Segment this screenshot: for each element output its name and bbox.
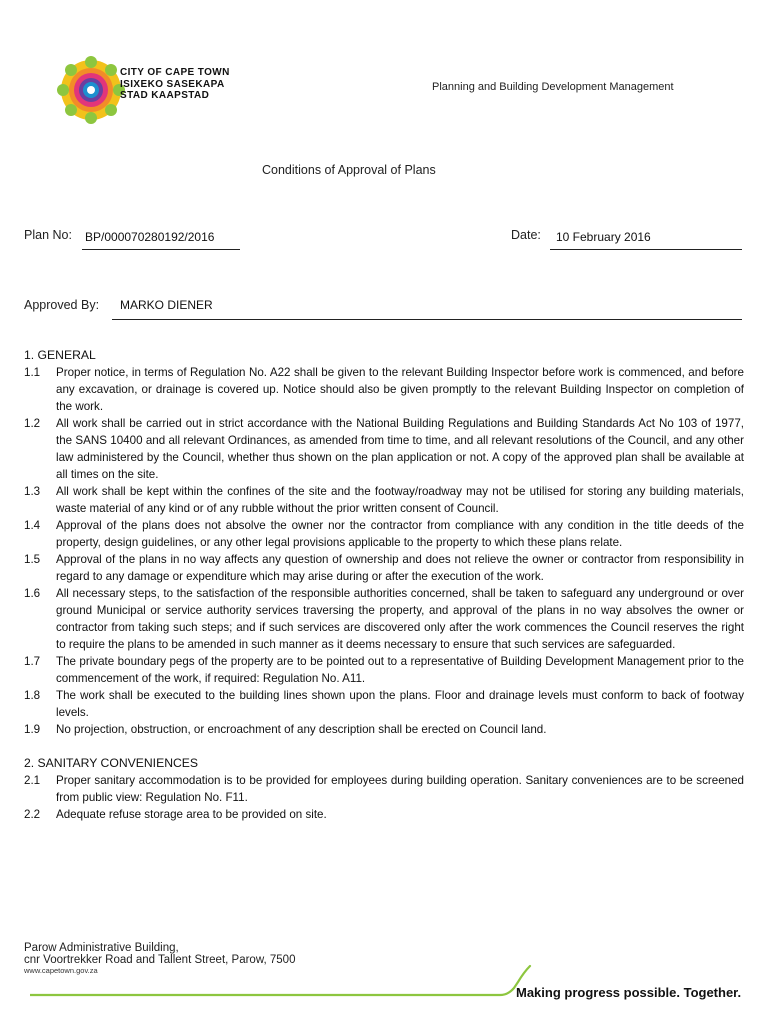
footer-tagline: Making progress possible. Together.	[516, 985, 742, 1000]
condition-item	[24, 772, 744, 806]
department-name: Planning and Building Development Management	[432, 81, 674, 93]
city-emblem-icon	[56, 55, 126, 125]
condition-text: Approval of the plans does not absolve the owner nor the contractor from compliance with any condition in the title deeds of the property, design guidelines, or any other legal provisions applicable to the property to which these plans relate.	[56, 519, 744, 549]
condition-number: 1.8	[24, 689, 41, 702]
approved-by-label: Approved By:	[24, 298, 100, 312]
footer-swoosh	[30, 962, 550, 998]
condition-item	[24, 721, 744, 738]
plan-no-label: Plan No:	[24, 228, 72, 242]
document-title: Conditions of Approval of Plans	[262, 163, 436, 177]
plan-no-value: BP/000070280192/2016	[85, 230, 215, 244]
condition-text: All necessary steps, to the satisfaction of the responsible authorities concerned, shall be taken to safeguard any underground or over ground Municipal or service authority services traversing the property, and approval of the plans in no way absolves the owner or contractor from taking such steps; and if such services are discovered only after the work commences the Council reserves the right to require the plans to be amended in such manner as it deems necessary to ensure that such services are safeguarded.	[56, 587, 744, 651]
condition-item	[24, 364, 744, 415]
city-name	[120, 67, 230, 102]
condition-number: 1.6	[24, 587, 41, 600]
city-name-line-3: STAD KAAPSTAD	[120, 90, 210, 101]
city-name-line-2: ISIXEKO SASEKAPA	[120, 78, 225, 90]
website-link[interactable]: www.capetown.gov.za	[24, 966, 98, 975]
condition-number: 1.3	[24, 485, 41, 498]
condition-number: 1.7	[24, 655, 41, 668]
condition-text: All work shall be kept within the confines of the site and the footway/roadway may not be utilised for storing any building materials, waste material of any kind or of any rubble without the prior written consent of Council.	[56, 485, 744, 515]
section-spacer	[24, 738, 744, 755]
condition-number: 2.2	[24, 808, 41, 821]
conditions-body	[24, 347, 744, 823]
condition-item	[24, 585, 744, 653]
condition-item	[24, 551, 744, 585]
condition-text: Adequate refuse storage area to be provided on site.	[56, 808, 327, 821]
condition-text: The private boundary pegs of the property are to be pointed out to a representative of Building Development Management prior to the commencement of the work, if required: Regulation No. A11.	[56, 655, 744, 685]
plan-no-underline	[82, 249, 240, 250]
condition-text: Proper sanitary accommodation is to be provided for employees during building operation. Sanitary conveniences are to be screened from public view: Regulation No. F11.	[56, 774, 744, 804]
date-label: Date:	[511, 228, 541, 242]
address-line-2: cnr Voortrekker Road and Tallent Street, Parow, 7500	[24, 954, 296, 966]
condition-item	[24, 517, 744, 551]
date-value: 10 February 2016	[556, 230, 651, 244]
address-line-1: Parow Administrative Building,	[24, 942, 179, 954]
section-heading: 1. GENERAL	[24, 348, 96, 362]
condition-number: 1.9	[24, 723, 41, 736]
condition-text: No projection, obstruction, or encroachment of any description shall be erected on Council land.	[56, 723, 547, 736]
condition-item	[24, 687, 744, 721]
condition-number: 1.1	[24, 366, 41, 379]
condition-number: 1.5	[24, 553, 41, 566]
condition-item	[24, 806, 744, 823]
condition-number: 1.4	[24, 519, 41, 532]
condition-item	[24, 653, 744, 687]
condition-item	[24, 415, 744, 483]
approved-by-underline	[112, 319, 742, 320]
approved-by-value: MARKO DIENER	[120, 298, 213, 312]
condition-text: Proper notice, in terms of Regulation No. A22 shall be given to the relevant Building Inspector before work is commenced, and before any excavation, or drainage is covered up. Notice should also be given promptly to the relevant Building Inspector on completion of the work.	[56, 366, 744, 413]
condition-text: The work shall be executed to the building lines shown upon the plans. Floor and drainage levels must conform to back of footway levels.	[56, 689, 744, 719]
swoosh-line-icon	[30, 962, 550, 998]
date-underline	[550, 249, 742, 250]
condition-number: 2.1	[24, 774, 41, 787]
condition-text: All work shall be carried out in strict accordance with the National Building Regulations and Building Standards Act No 103 of 1977, the SANS 10400 and all relevant Ordinances, as amended from time to time, and all relevant resolutions of the Council, and any other law administered by the Council, whether thus shown on the plan application or not. A copy of the approved plan shall be available at all times on the site.	[56, 417, 744, 481]
condition-text: Approval of the plans in no way affects any question of ownership and does not relieve the owner or contractor from responsibility in regard to any damage or expenditure which may arise during or after the execution of the work.	[56, 553, 744, 583]
city-logo	[56, 55, 126, 125]
city-name-line-1: CITY OF CAPE TOWN	[120, 67, 230, 78]
condition-number: 1.2	[24, 417, 41, 430]
section-heading: 2. SANITARY CONVENIENCES	[24, 756, 199, 770]
condition-item	[24, 483, 744, 517]
